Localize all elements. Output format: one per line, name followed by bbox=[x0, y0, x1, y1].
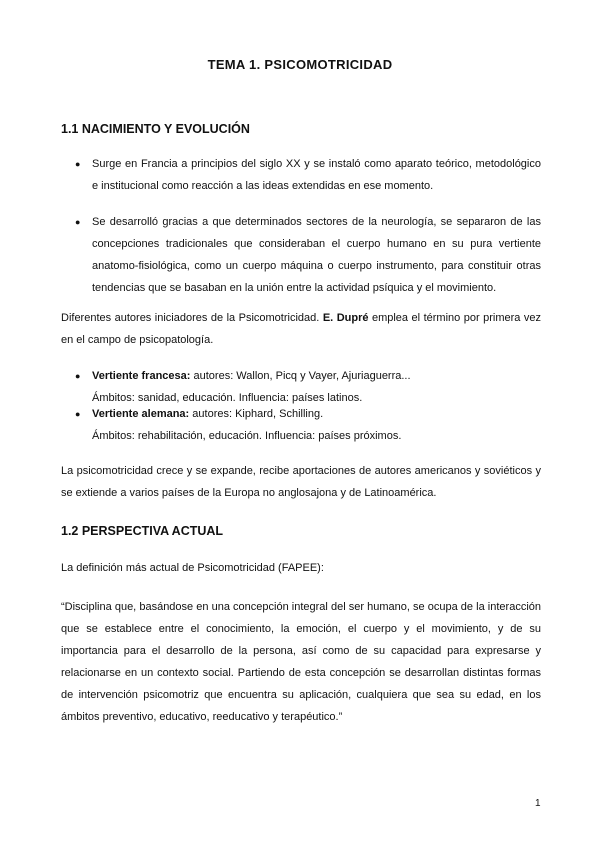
vertiente-authors: autores: Kiphard, Schilling. bbox=[192, 408, 324, 420]
bullet-text: Surge en Francia a principios del siglo XX y se instaló como aparato teórico, metodológico e institucional como reacción a las ideas extendidas en ese momento. bbox=[92, 158, 541, 192]
vertiente-authors: autores: Wallon, Picq y Vayer, Ajuriaguerra... bbox=[193, 370, 411, 382]
section-heading-perspectiva: 1.2 PERSPECTIVA ACTUAL bbox=[61, 524, 224, 538]
vertiente-label: Vertiente alemana: bbox=[92, 408, 190, 420]
author-name: E. Dupré bbox=[322, 312, 369, 324]
bullet-icon: ● bbox=[75, 371, 81, 381]
bullet-icon: ● bbox=[75, 159, 81, 169]
page-title: TEMA 1. PSICOMOTRICIDAD bbox=[207, 57, 393, 72]
page-number: 1 bbox=[535, 798, 541, 809]
vertiente-scope: Ámbitos: rehabilitación, educación. Influencia: países próximos. bbox=[92, 430, 402, 442]
bullet-item bbox=[75, 211, 541, 299]
paragraph-text: Diferentes autores iniciadores de la Psicomotricidad. bbox=[61, 312, 320, 324]
vertiente-scope: Ámbitos: sanidad, educación. Influencia: países latinos. bbox=[92, 392, 363, 404]
paragraph-autores bbox=[61, 307, 541, 351]
paragraph-text: emplea el término por primera vez en el campo de psicopatología. bbox=[61, 312, 542, 346]
definition-quote: “Disciplina que, basándose en una concepción integral del ser humano, se ocupa de la interacción que se establece entre el conocimiento, la emoción, el cuerpo y el movimiento, y de su importancia para el desarrollo de la persona, así como de su capacidad para expresarse y relacionarse en un contexto social. Partiendo de esta concepción se desarrollan distintas formas de intervención psicomotriz que encuentra su aplicación, cualquiera que sea su edad, en los ámbitos preventivo, educativo, reeducativo y terapéutico.” bbox=[61, 601, 541, 723]
bullet-icon: ● bbox=[75, 409, 81, 419]
section-heading-nacimiento: 1.1 NACIMIENTO Y EVOLUCIÓN bbox=[61, 122, 250, 136]
paragraph-definicion-intro: La definición más actual de Psicomotricidad (FAPEE): bbox=[61, 562, 324, 574]
vertiente-item bbox=[75, 403, 541, 447]
bullet-text: Se desarrolló gracias a que determinados sectores de la neurología, se separaron de las concepciones tradicionales que consideraban el cuerpo humano en su pura vertiente anatomo-fisiológica, como un cuerpo máquina o cuerpo instrumento, para constituir otras tendencias que se basaban en la unión entre la actividad psíquica y el movimiento. bbox=[92, 216, 541, 294]
bullet-icon: ● bbox=[75, 217, 81, 227]
paragraph-expansion: La psicomotricidad crece y se expande, recibe aportaciones de autores americanos y soviéticos y se extiende a varios países de la Europa no anglosajona y de Latinoamérica. bbox=[61, 465, 541, 499]
bullet-item bbox=[75, 153, 541, 197]
vertiente-label: Vertiente francesa: bbox=[92, 370, 191, 382]
